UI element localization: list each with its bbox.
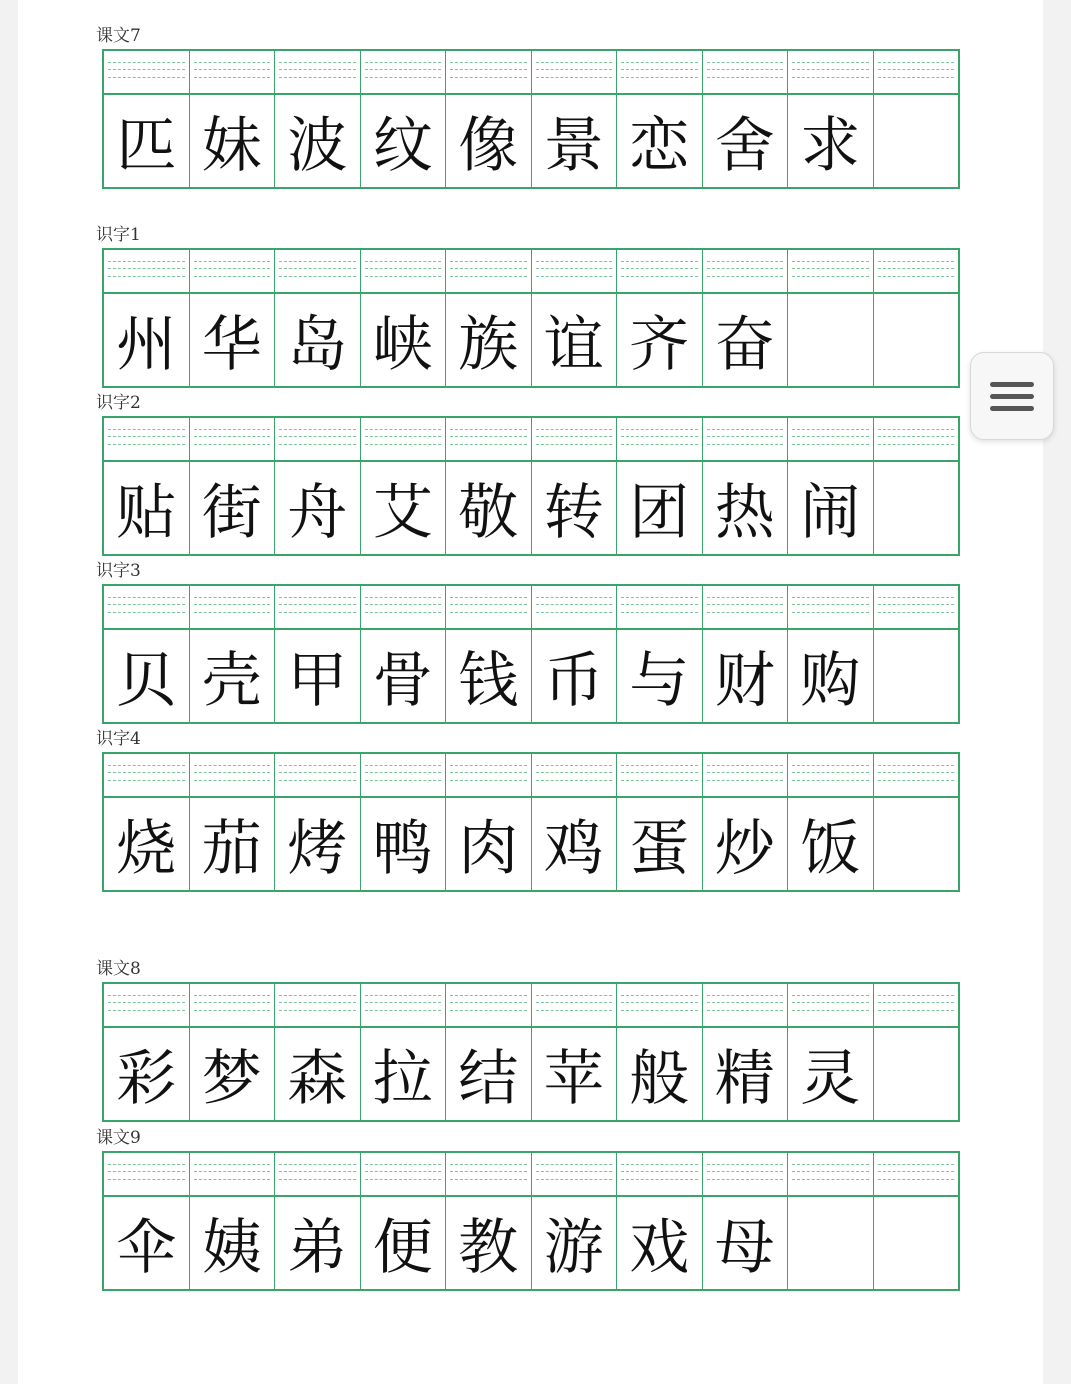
hanzi-cell: 族 — [446, 294, 532, 386]
pinyin-cell — [275, 250, 361, 292]
hanzi-cell: 弟 — [275, 1197, 361, 1289]
hanzi-cell: 便 — [361, 1197, 447, 1289]
hanzi-cell: 转 — [532, 462, 618, 554]
pinyin-cell — [275, 1153, 361, 1195]
pinyin-cell — [532, 1153, 618, 1195]
hanzi-cell: 般 — [617, 1028, 703, 1120]
pinyin-cell — [446, 586, 532, 628]
pinyin-row — [104, 754, 958, 798]
hanzi-cell: 财 — [703, 630, 789, 722]
pinyin-cell — [104, 754, 190, 796]
pinyin-cell — [788, 418, 874, 460]
hanzi-cell: 精 — [703, 1028, 789, 1120]
hanzi-cell — [874, 1197, 959, 1289]
hanzi-cell: 伞 — [104, 1197, 190, 1289]
hanzi-cell: 舍 — [703, 95, 789, 187]
pinyin-cell — [104, 51, 190, 93]
pinyin-row — [104, 250, 958, 294]
writing-grid — [102, 752, 960, 892]
hanzi-cell: 结 — [446, 1028, 532, 1120]
hanzi-row — [104, 1028, 958, 1120]
pinyin-row — [104, 51, 958, 95]
hanzi-row — [104, 1197, 958, 1289]
hamburger-menu-icon — [990, 375, 1034, 418]
hanzi-cell: 华 — [190, 294, 276, 386]
pinyin-cell — [275, 51, 361, 93]
writing-grid — [102, 416, 960, 556]
hanzi-cell: 饭 — [788, 798, 874, 890]
writing-grid — [102, 584, 960, 724]
pinyin-cell — [446, 418, 532, 460]
menu-button[interactable] — [970, 352, 1054, 440]
hanzi-cell: 游 — [532, 1197, 618, 1289]
worksheet-page — [18, 0, 1043, 1384]
hanzi-cell — [874, 1028, 959, 1120]
pinyin-cell — [446, 1153, 532, 1195]
pinyin-cell — [446, 754, 532, 796]
hanzi-cell: 鸡 — [532, 798, 618, 890]
hanzi-cell: 烤 — [275, 798, 361, 890]
hanzi-cell: 彩 — [104, 1028, 190, 1120]
hanzi-cell: 币 — [532, 630, 618, 722]
pinyin-cell — [617, 754, 703, 796]
hanzi-cell: 与 — [617, 630, 703, 722]
pinyin-cell — [788, 586, 874, 628]
pinyin-cell — [446, 984, 532, 1026]
section-label: 识字2 — [96, 393, 141, 413]
hanzi-cell — [788, 1197, 874, 1289]
hanzi-cell: 恋 — [617, 95, 703, 187]
pinyin-cell — [361, 51, 447, 93]
pinyin-cell — [703, 250, 789, 292]
pinyin-cell — [361, 586, 447, 628]
pinyin-cell — [446, 250, 532, 292]
pinyin-cell — [788, 984, 874, 1026]
writing-grid — [102, 1151, 960, 1291]
hanzi-cell: 梦 — [190, 1028, 276, 1120]
pinyin-cell — [617, 51, 703, 93]
pinyin-cell — [703, 754, 789, 796]
pinyin-cell — [703, 984, 789, 1026]
hanzi-cell: 奋 — [703, 294, 789, 386]
writing-grid — [102, 49, 960, 189]
hanzi-cell — [874, 462, 959, 554]
pinyin-cell — [617, 586, 703, 628]
hanzi-row — [104, 630, 958, 722]
hanzi-cell: 景 — [532, 95, 618, 187]
pinyin-cell — [104, 984, 190, 1026]
hanzi-row — [104, 798, 958, 890]
hanzi-cell: 姨 — [190, 1197, 276, 1289]
hanzi-row — [104, 294, 958, 386]
hanzi-cell: 鸭 — [361, 798, 447, 890]
hanzi-cell: 蛋 — [617, 798, 703, 890]
hanzi-cell: 贴 — [104, 462, 190, 554]
section-label: 课文9 — [96, 1128, 141, 1148]
pinyin-cell — [788, 754, 874, 796]
pinyin-cell — [617, 984, 703, 1026]
hanzi-cell — [874, 294, 959, 386]
writing-grid — [102, 982, 960, 1122]
hanzi-cell: 烧 — [104, 798, 190, 890]
hanzi-cell: 妹 — [190, 95, 276, 187]
pinyin-cell — [617, 418, 703, 460]
pinyin-cell — [361, 418, 447, 460]
pinyin-cell — [104, 250, 190, 292]
hanzi-cell: 热 — [703, 462, 789, 554]
pinyin-cell — [361, 250, 447, 292]
hanzi-cell — [788, 294, 874, 386]
pinyin-cell — [874, 586, 959, 628]
pinyin-cell — [617, 250, 703, 292]
hanzi-cell: 匹 — [104, 95, 190, 187]
pinyin-cell — [874, 1153, 959, 1195]
pinyin-cell — [532, 51, 618, 93]
section-label: 识字3 — [96, 561, 141, 581]
pinyin-cell — [275, 586, 361, 628]
section-label: 课文7 — [96, 26, 141, 46]
hanzi-cell: 岛 — [275, 294, 361, 386]
pinyin-cell — [190, 1153, 276, 1195]
pinyin-cell — [361, 984, 447, 1026]
pinyin-cell — [788, 1153, 874, 1195]
hanzi-cell: 求 — [788, 95, 874, 187]
hanzi-cell: 钱 — [446, 630, 532, 722]
section-label: 课文8 — [96, 959, 141, 979]
hanzi-cell — [874, 798, 959, 890]
pinyin-cell — [104, 418, 190, 460]
hanzi-cell: 茄 — [190, 798, 276, 890]
pinyin-cell — [190, 984, 276, 1026]
hanzi-cell: 森 — [275, 1028, 361, 1120]
hanzi-row — [104, 95, 958, 187]
pinyin-cell — [104, 1153, 190, 1195]
pinyin-cell — [874, 984, 959, 1026]
hanzi-cell: 戏 — [617, 1197, 703, 1289]
pinyin-cell — [190, 586, 276, 628]
hanzi-cell: 波 — [275, 95, 361, 187]
hanzi-cell: 灵 — [788, 1028, 874, 1120]
pinyin-cell — [532, 250, 618, 292]
pinyin-cell — [874, 418, 959, 460]
hanzi-cell — [874, 95, 959, 187]
pinyin-cell — [532, 754, 618, 796]
pinyin-cell — [874, 51, 959, 93]
pinyin-cell — [532, 586, 618, 628]
hanzi-cell: 敬 — [446, 462, 532, 554]
pinyin-row — [104, 1153, 958, 1197]
hanzi-cell: 教 — [446, 1197, 532, 1289]
hanzi-cell: 闹 — [788, 462, 874, 554]
hanzi-cell: 纹 — [361, 95, 447, 187]
pinyin-cell — [874, 250, 959, 292]
hanzi-cell: 拉 — [361, 1028, 447, 1120]
pinyin-cell — [275, 984, 361, 1026]
pinyin-cell — [446, 51, 532, 93]
pinyin-cell — [190, 250, 276, 292]
hanzi-cell: 舟 — [275, 462, 361, 554]
hanzi-cell: 肉 — [446, 798, 532, 890]
pinyin-cell — [275, 754, 361, 796]
pinyin-cell — [190, 754, 276, 796]
pinyin-row — [104, 586, 958, 630]
pinyin-cell — [788, 250, 874, 292]
hanzi-cell: 壳 — [190, 630, 276, 722]
hanzi-cell: 谊 — [532, 294, 618, 386]
pinyin-cell — [275, 418, 361, 460]
pinyin-cell — [361, 754, 447, 796]
hanzi-cell: 贝 — [104, 630, 190, 722]
pinyin-row — [104, 984, 958, 1028]
pinyin-cell — [703, 586, 789, 628]
pinyin-cell — [703, 51, 789, 93]
hanzi-cell: 峡 — [361, 294, 447, 386]
hanzi-cell: 街 — [190, 462, 276, 554]
hanzi-cell: 母 — [703, 1197, 789, 1289]
hanzi-cell: 苹 — [532, 1028, 618, 1120]
pinyin-row — [104, 418, 958, 462]
hanzi-cell: 像 — [446, 95, 532, 187]
hanzi-row — [104, 462, 958, 554]
hanzi-cell: 骨 — [361, 630, 447, 722]
pinyin-cell — [703, 1153, 789, 1195]
pinyin-cell — [788, 51, 874, 93]
pinyin-cell — [190, 418, 276, 460]
pinyin-cell — [532, 418, 618, 460]
pinyin-cell — [532, 984, 618, 1026]
hanzi-cell: 艾 — [361, 462, 447, 554]
hanzi-cell: 购 — [788, 630, 874, 722]
section-label: 识字1 — [96, 225, 141, 245]
pinyin-cell — [703, 418, 789, 460]
pinyin-cell — [874, 754, 959, 796]
pinyin-cell — [361, 1153, 447, 1195]
hanzi-cell — [874, 630, 959, 722]
hanzi-cell: 团 — [617, 462, 703, 554]
hanzi-cell: 齐 — [617, 294, 703, 386]
hanzi-cell: 炒 — [703, 798, 789, 890]
hanzi-cell: 州 — [104, 294, 190, 386]
pinyin-cell — [190, 51, 276, 93]
pinyin-cell — [104, 586, 190, 628]
hanzi-cell: 甲 — [275, 630, 361, 722]
section-label: 识字4 — [96, 729, 141, 749]
pinyin-cell — [617, 1153, 703, 1195]
writing-grid — [102, 248, 960, 388]
